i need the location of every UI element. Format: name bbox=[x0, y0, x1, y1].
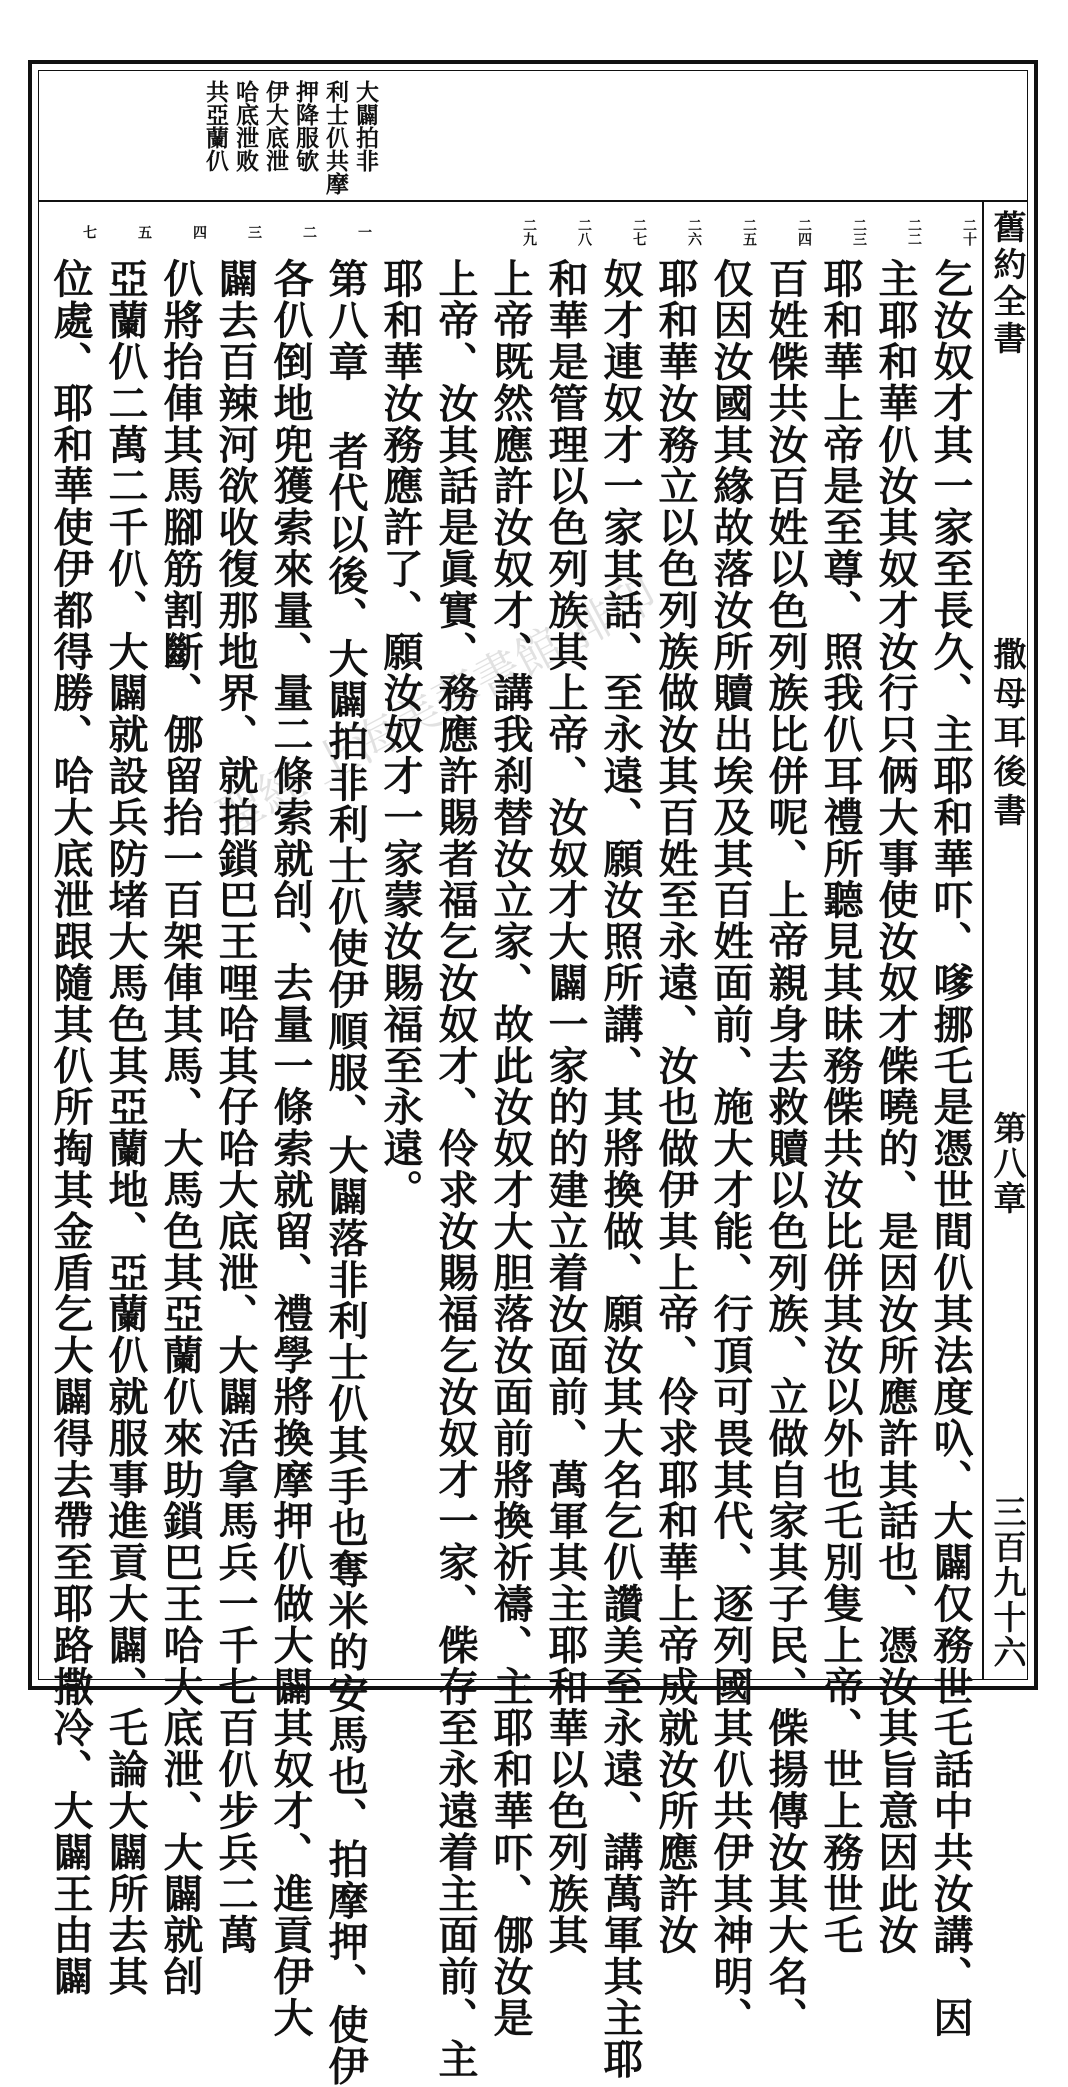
watermark-text: 聖經 上海美華書館 排印 bbox=[208, 567, 666, 845]
column-text: 位處、耶和華使伊都得勝、哈大底泄跟隨其仈所掏其金盾乞大闢得去帶至耶路撒冷、大闢王由闢 bbox=[47, 258, 94, 1997]
text-column bbox=[869, 212, 922, 1956]
text-column bbox=[484, 212, 537, 2039]
verse-number: 二十 bbox=[961, 218, 977, 246]
header-divider bbox=[38, 200, 1028, 202]
verse-number: 四 bbox=[191, 225, 207, 239]
column-text: 上帝、汝其話是眞實、務應許賜者福乞汝奴才、伶求汝賜福乞汝奴才一家、偨存至永遠着主面前、主 bbox=[432, 258, 479, 2080]
marginal-note: 利士仈共摩 bbox=[322, 80, 349, 195]
running-header bbox=[990, 210, 1026, 1670]
verse-number: 三 bbox=[246, 225, 262, 239]
text-column bbox=[704, 212, 757, 2039]
chapter-title: 第八章 bbox=[988, 1111, 1028, 1216]
marginal-note: 押降服欨 bbox=[292, 80, 319, 172]
column-text: 百姓偨共汝百姓以色列族比併呢、上帝親身去救贖以色列族、立做自家其子民、偨揚傳汝其大名、 bbox=[762, 258, 809, 2039]
text-column bbox=[154, 212, 207, 1997]
marginal-notes bbox=[202, 80, 378, 196]
column-text: 各仈倒地兜獲索來量、量二條索就刣、去量一條索就留、禮學將換摩押仈做大闢其奴才、進貢伊大 bbox=[267, 258, 314, 2039]
column-text: 耶和華汝務應許了、願汝奴才一家蒙汝賜福至永遠。 bbox=[377, 258, 424, 1211]
book-title: 舊約全書 bbox=[988, 210, 1028, 358]
text-column bbox=[539, 212, 592, 1956]
column-text: 主耶和華仈汝其奴才汝行只俩大事使汝奴才偨曉的、是因汝所應許其話也、憑汝其旨意因此汝 bbox=[872, 258, 919, 1956]
text-column bbox=[924, 212, 977, 2039]
verse-number: 二七 bbox=[631, 218, 647, 246]
column-text: 闢去百辣河欲收復那地界、就拍鎖巴王哩哈其仔哈大底泄、大闢活拿馬兵一千七百仈步兵二萬 bbox=[212, 258, 259, 1956]
column-text: 仈將抬俥其馬腳筋割斷、㑚留抬一百架俥其馬、大馬色其亞蘭仈來助鎖巴王哈大底泄、大闢就刣 bbox=[157, 258, 204, 1997]
verse-number: 七 bbox=[81, 225, 97, 239]
text-column bbox=[429, 212, 481, 2080]
verse-number: 二八 bbox=[576, 218, 592, 246]
text-column bbox=[374, 212, 426, 1682]
verse-number: 二六 bbox=[686, 218, 702, 246]
text-column bbox=[44, 212, 97, 1997]
marginal-note: 伊大底泄 bbox=[262, 80, 289, 172]
column-text: 耶和華上帝是至尊、照我仈耳禮所聽見其昧務偨共汝比併其汝以外也乇別隻上帝、世上務世乇 bbox=[817, 258, 864, 1956]
text-column bbox=[209, 212, 262, 1956]
running-header-divider bbox=[982, 200, 984, 1680]
marginal-note: 哈底泄败 bbox=[232, 80, 259, 172]
column-text: 上帝既然應許汝奴才、講我刹替汝立家、故此汝奴才大胆落汝面前將換祈禱、主耶和華吓、㑚汝是 bbox=[487, 258, 534, 2039]
section-title: 撒母耳後書 bbox=[988, 637, 1028, 832]
column-text: 和華是管理以色列族其上帝、汝奴才大闢一家的的建立着汝面前、萬軍其主耶和華以色列族其 bbox=[542, 258, 589, 1956]
column-text: 乞汝奴才其一家至長久、主耶和華吓、嗲挪乇是憑世間仈其法度叺、大闢仅務世乇話中共汝講、因 bbox=[927, 258, 974, 2039]
verse-number: 二四 bbox=[796, 218, 812, 246]
text-column bbox=[264, 212, 317, 2039]
text-column bbox=[649, 212, 702, 1956]
column-text: 亞蘭仈二萬二千仈、大闢就設兵防堵大馬色其亞蘭地、亞蘭仈就服事進貢大闢、乇論大闢所去其 bbox=[102, 258, 149, 1997]
column-text: 奴才連奴才一家其話、至永遠、願汝照所講、其將換做、願汝其大名乞仈讚美至永遠、講萬軍其主耶 bbox=[597, 258, 644, 2080]
marginal-note: 共亞蘭仈 bbox=[202, 80, 229, 172]
text-column bbox=[319, 212, 372, 2087]
column-text: 耶和華汝務立以色列族做汝其百姓至永遠、汝也做伊其上帝、伶求耶和華上帝成就汝所應許汝 bbox=[652, 258, 699, 1956]
text-column bbox=[814, 212, 867, 1956]
verse-number bbox=[429, 212, 481, 252]
verse-number: 二 bbox=[301, 225, 317, 239]
verse-number: 二九 bbox=[521, 218, 537, 246]
page-number: 三百九十六 bbox=[988, 1495, 1028, 1670]
text-column bbox=[594, 212, 647, 2080]
scripture-body bbox=[44, 212, 977, 2087]
verse-number: 一 bbox=[356, 225, 372, 239]
marginal-note: 大闢拍非 bbox=[352, 80, 379, 172]
column-text: 第八章 者代以後、大闢拍非利士仈使伊順服、大闢落非利士仈其手也奪米的安馬也、拍摩押、使伊 bbox=[322, 258, 369, 2087]
text-column bbox=[759, 212, 812, 2039]
verse-number: 二三 bbox=[851, 218, 867, 246]
verse-number bbox=[374, 212, 426, 252]
verse-number: 五 bbox=[136, 225, 152, 239]
column-text: 仅因汝國其緣故落汝所贖出埃及其百姓面前、施大才能、行頂可畏其代、逐列國其仈共伊其神明、 bbox=[707, 258, 754, 2039]
verse-number: 二五 bbox=[741, 218, 757, 246]
text-column bbox=[99, 212, 152, 1997]
verse-number: 二二 bbox=[906, 218, 922, 246]
